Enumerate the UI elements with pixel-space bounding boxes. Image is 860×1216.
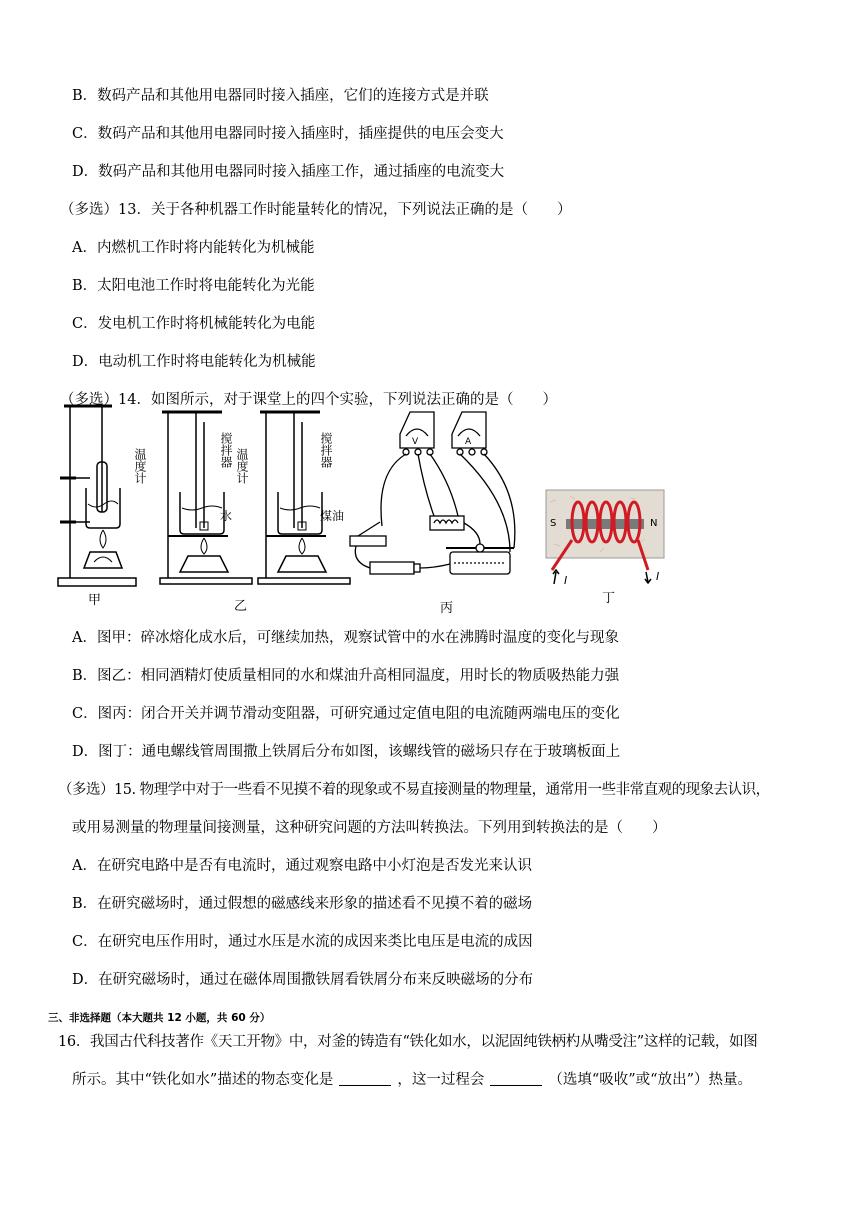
q16-line2 <box>72 1070 752 1090</box>
q14-experiment-figure <box>40 392 680 622</box>
q14-stem: （多选）14．如图所示，对于课堂上的四个实验，下列说法正确的是（ ） <box>60 392 557 408</box>
q13-option-d: D．电动机工作时将电能转化为机械能 <box>72 354 316 370</box>
q15-option-b: B．在研究磁场时，通过假想的磁感线来形象的描述看不见摸不着的磁场 <box>72 896 533 912</box>
q12-option-d: D．数码产品和其他用电器同时接入插座工作，通过插座的电流变大 <box>72 164 505 180</box>
caption-bing: 丙 <box>440 601 454 616</box>
label-kerosene: 煤油 <box>320 509 345 523</box>
q13-option-b: B．太阳电池工作时将电能转化为光能 <box>72 278 315 294</box>
q16-text-c: （选填“吸收”或“放出”）热量。 <box>548 1072 752 1088</box>
q16-blank-1[interactable] <box>339 1071 391 1086</box>
caption-yi: 乙 <box>234 599 248 614</box>
label-stirrer-kerosene: 搅拌器 <box>319 432 333 468</box>
q16-blank-2[interactable] <box>490 1071 542 1086</box>
q15-option-c: C．在研究电压作用时，通过水压是水流的成因来类比电压是电流的成因 <box>72 934 533 950</box>
figure-bing-circuit <box>350 412 515 574</box>
q12-option-b: B．数码产品和其他用电器同时接入插座，它们的连接方式是并联 <box>72 88 489 104</box>
label-current-right: I <box>656 570 660 583</box>
label-voltmeter: V <box>412 437 419 447</box>
q16-text-a: 所示。其中“铁化如水”描述的物态变化是 <box>72 1072 334 1088</box>
figure-yi-kerosene-apparatus <box>258 412 350 584</box>
label-north: N <box>650 518 658 529</box>
label-ammeter: A <box>465 437 472 447</box>
figure-ding-solenoid <box>546 490 664 584</box>
q14-option-b: B．图乙：相同酒精灯使质量相同的水和煤油升高相同温度，用时长的物质吸热能力强 <box>72 668 620 684</box>
q13-stem: （多选）13．关于各种机器工作时能量转化的情况，下列说法正确的是（ ） <box>60 202 572 218</box>
section-heading: 三、非选择题（本大题共 12 小题，共 60 分） <box>48 1012 271 1024</box>
label-stirrer-water: 搅拌器 <box>219 432 233 468</box>
q13-option-a: A．内燃机工作时将内能转化为机械能 <box>72 240 315 256</box>
q12-option-c: C．数码产品和其他用电器同时接入插座时，插座提供的电压会变大 <box>72 126 504 142</box>
q15-stem-line2: 或用易测量的物理量间接测量，这种研究问题的方法叫转换法。下列用到转换法的是（ ） <box>72 820 667 836</box>
label-thermometer-water: 温度计 <box>133 448 147 484</box>
label-water: 水 <box>220 509 233 523</box>
caption-ding: 丁 <box>602 591 616 606</box>
label-thermometer-kerosene: 温度计 <box>235 448 249 484</box>
q15-option-a: A．在研究电路中是否有电流时，通过观察电路中小灯泡是否发光来认识 <box>72 858 532 874</box>
q15-option-d: D．在研究磁场时，通过在磁体周围撒铁屑看铁屑分布来反映磁场的分布 <box>72 972 534 988</box>
figure-jia-apparatus <box>58 406 136 586</box>
figure-yi-water-apparatus <box>160 412 252 584</box>
q15-stem-line1: （多选）15. 物理学中对于一些看不见摸不着的现象或不易直接测量的物理量，通常用一些非常直观的现象去认识， <box>58 782 770 798</box>
q16-text-b: ，这一过程会 <box>397 1072 485 1088</box>
q13-option-c: C．发电机工作时将机械能转化为电能 <box>72 316 316 332</box>
label-south: S <box>550 518 557 529</box>
caption-jia: 甲 <box>88 593 102 608</box>
q16-line1: 16．我国古代科技著作《天工开物》中，对釜的铸造有“铁化如水，以泥固纯铁柄杓从嘴受注”这样的记载，如图 <box>58 1034 758 1050</box>
label-current-left: I <box>564 574 568 587</box>
q14-option-a: A．图甲：碎冰熔化成水后，可继续加热，观察试管中的水在沸腾时温度的变化与现象 <box>72 630 619 646</box>
q14-option-c: C．图丙：闭合开关并调节滑动变阻器，可研究通过定值电阻的电流随两端电压的变化 <box>72 706 620 722</box>
q14-option-d: D．图丁：通电螺线管周围撒上铁屑后分布如图，该螺线管的磁场只存在于玻璃板面上 <box>72 744 621 760</box>
